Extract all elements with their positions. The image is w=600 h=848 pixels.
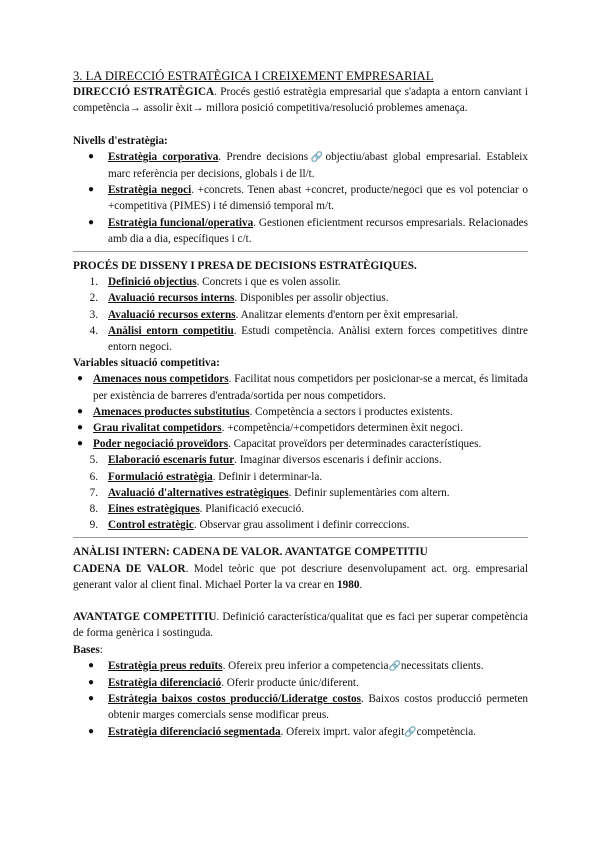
step-number: 7. (89, 486, 98, 499)
cadena-valor-term: CADENA DE VALOR (73, 562, 186, 575)
section-heading-proces: PROCÉS DE DISSENY I PRESA DE DECISIONS ESTRATÈGIQUES. (73, 260, 417, 273)
list-item-term: Avaluació recursos interns (108, 292, 235, 305)
list-item (73, 274, 528, 290)
list-item-text: . Observar grau assoliment i definir correccions. (193, 519, 410, 532)
step-number: 9. (89, 519, 98, 532)
list-item-text: . Concrets i que es volen assolir. (196, 276, 341, 289)
document-page (73, 68, 528, 741)
bullet-icon: ● (77, 422, 84, 434)
list-item-term: Avaluació recursos externs (108, 308, 236, 321)
bullet-icon: ● (77, 438, 84, 450)
list-item (73, 436, 528, 452)
bullet-icon: ● (88, 216, 95, 228)
list-item-term: Formulació estratègia (108, 470, 213, 483)
list-item-term: Estratègia corporativa (108, 150, 219, 163)
list-item-term: Estratègia diferenciació (108, 676, 222, 689)
link-icon: 🔗 (308, 151, 326, 163)
bases-heading: Bases (73, 643, 100, 656)
list-item (73, 149, 528, 182)
avantatge-text: . Definició característica/qualitat que es faci per superar competència de forma genèrica i sostinguda. (73, 611, 528, 640)
list-item-text: necessitats clients. (400, 659, 484, 672)
section-divider (73, 537, 528, 538)
list-item-term: Estratègia diferenciació segmentada (108, 725, 281, 738)
list-item-text: . +competència/+competidors determinen èxit negoci. (221, 422, 463, 435)
bases-colon: : (99, 643, 103, 656)
section-divider (73, 251, 528, 252)
variables-heading: Variables situació competitiva: (73, 357, 220, 370)
list-item (73, 182, 528, 214)
levels-list (73, 149, 528, 247)
list-item-term: Anàlisi entorn competitiu (108, 324, 234, 337)
list-item-term: Definició objectius (108, 276, 197, 289)
document-title: 3. LA DIRECCIÓ ESTRATÈGICA I CREIXEMENT EMPRESARIAL (73, 69, 434, 83)
section-heading-analisi: ANÀLISI INTERN: CADENA DE VALOR. AVANTATGE COMPETITIU (73, 546, 428, 559)
list-item-text: . Capacitat proveïdors per determinades característiques. (228, 438, 482, 451)
list-item-term: Eines estratègiques (108, 503, 200, 516)
list-item-text: . Estudi competència. Anàlisi extern forces competitives dintre entorn negoci. (108, 324, 528, 354)
cadena-valor-text: . Model teòric que pot descriure desenvolupament act. org. empresarial generant valor al client final. Michael Porter la va crear en (73, 562, 528, 591)
list-item-text: . Ofereix preu inferior a competencia (222, 659, 389, 672)
list-item-text: . Facilitat nous competidors per posicionar-se a mercat, és limitada per existència de barreres d'entrada/sortida per nous competidors. (93, 373, 528, 402)
step-number: 2. (89, 292, 98, 305)
levels-heading: Nivells d'estratègia: (73, 134, 168, 147)
list-item-term: Elaboració escenaris futur (108, 454, 235, 467)
list-item-term: Estratègia funcional/operativa (108, 216, 254, 229)
list-item-term: Estratègia negoci (108, 184, 192, 197)
step-number: 8. (89, 503, 98, 516)
list-item-text: . Planificació execució. (199, 503, 305, 516)
list-item (73, 485, 528, 501)
list-item-term: Amenaces nous competidors (93, 373, 229, 386)
bullet-icon: ● (88, 184, 95, 196)
bullet-icon: ● (77, 405, 84, 417)
list-item-term: Amenaces productes substitutius (93, 405, 250, 418)
step-number: 6. (89, 470, 98, 483)
bases-list (73, 658, 528, 741)
list-item-text: . Gestionen eficientment recursos empresarials. Relacionades amb dia a dia, específiques i c/t. (108, 216, 528, 245)
list-item (73, 215, 528, 247)
bases-heading-line (73, 642, 528, 658)
list-item-text: . Prendre decisions (218, 150, 309, 163)
list-item (73, 658, 528, 675)
bullet-icon: ● (88, 659, 95, 671)
list-item (73, 675, 528, 691)
list-item-text: . Analitzar elements d'entorn per èxit empresarial. (235, 308, 459, 321)
avantatge-term: AVANTATGE COMPETITIU (73, 611, 217, 624)
avantatge-paragraph (73, 609, 528, 641)
list-item-term: Control estratègic (108, 519, 194, 532)
list-item-text: . Disponibles per assolir objectius. (234, 292, 389, 305)
list-item (73, 323, 528, 355)
variables-list (73, 371, 528, 452)
list-item-term: Estratègia preus reduïts (108, 659, 223, 672)
list-item (73, 517, 528, 533)
list-item (73, 724, 528, 741)
list-item-term: Avaluació d'alternatives estratègiques (108, 486, 289, 499)
list-item (73, 307, 528, 323)
list-item-term: Grau rivalitat competidors (93, 422, 222, 435)
list-item-text: . Baixos costos producció permeten obtenir marges comercials sense modificar preus. (108, 693, 529, 722)
list-item (73, 501, 528, 517)
step-number: 5. (89, 454, 98, 467)
list-item-term: Poder negociació proveïdors (93, 438, 229, 451)
bullet-icon: ● (88, 693, 95, 705)
list-item-text: . Imaginar diversos escenaris i definir accions. (234, 454, 442, 467)
cadena-valor-paragraph (73, 561, 528, 593)
bullet-icon: ● (88, 150, 95, 162)
list-item-term: Estràtegia baixos costos producció/Lideratge costos (108, 693, 361, 706)
step-number: 1. (89, 276, 98, 289)
list-item (73, 469, 528, 485)
direccio-estrategica-text: . Procés gestió estratègia empresarial que s'adapta a entorn canviant i competència→ assolir èxit→ millora posició competitiva/resolució problemes amenaça. (73, 86, 528, 115)
link-icon: 🔗 (388, 660, 401, 672)
steps-list-continued (73, 452, 528, 533)
bullet-icon: ● (77, 373, 84, 385)
link-icon: 🔗 (404, 726, 417, 738)
list-item-text: competència. (416, 725, 476, 738)
direccio-estrategica-term: DIRECCIÓ ESTRATÈGICA (73, 86, 215, 99)
list-item-text: . Competència a sectors i productes existents. (249, 405, 453, 418)
cadena-valor-end: . (359, 578, 363, 591)
bullet-icon: ● (88, 725, 95, 737)
list-item (73, 691, 528, 723)
list-item (73, 371, 528, 403)
list-item-text: . +concrets. Tenen abast +concret, producte/negoci que es vol potenciar o +competitiva (PIMES) i té dimensió temporal m/t. (108, 184, 528, 213)
list-item-text: objectiu/abast global empresarial. Estableix marc referència per decisions, globals i de ll/t. (108, 150, 529, 181)
steps-list (73, 274, 528, 355)
list-item-text: . Definir i determinar-la. (212, 470, 323, 483)
step-number: 4. (89, 324, 98, 337)
list-item-text: . Ofereix imprt. valor afegit (280, 725, 405, 738)
direccio-estrategica-paragraph (73, 84, 528, 116)
cadena-valor-year: 1980 (337, 578, 360, 591)
bullet-icon: ● (88, 676, 95, 688)
list-item (73, 420, 528, 436)
list-item-text: . Oferir producte únic/diferent. (221, 676, 359, 689)
step-number: 3. (89, 308, 98, 321)
list-item (73, 404, 528, 420)
list-item (73, 452, 528, 468)
list-item (73, 290, 528, 306)
list-item-text: . Definir suplementàries com altern. (288, 486, 450, 499)
